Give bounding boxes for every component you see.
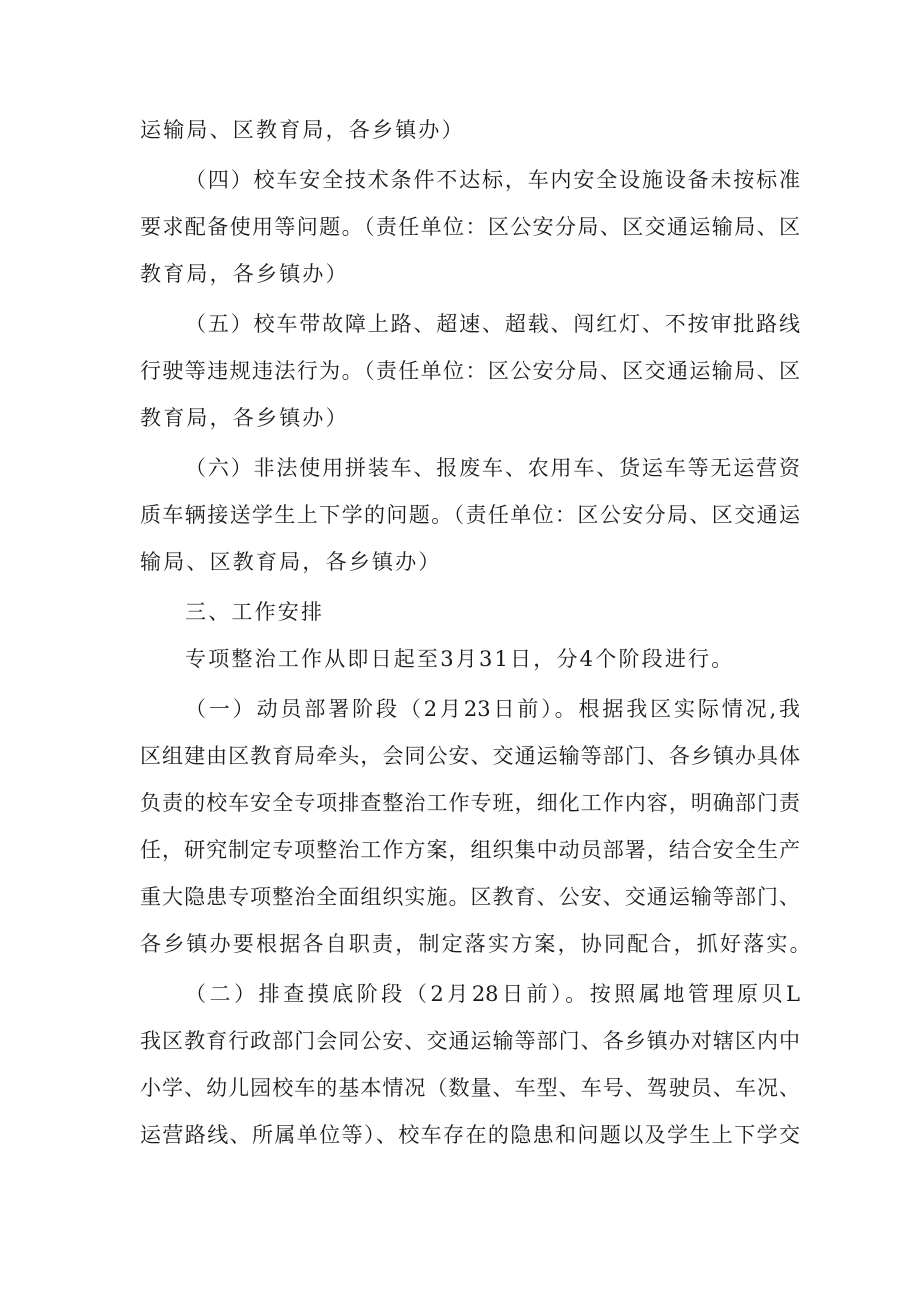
text-line: 要求配备使用等问题。（责任单位：区公安分局、区交通运输局、区 (140, 215, 800, 239)
text-line: 输局、区教育局，各乡镇办） (140, 550, 442, 574)
text-line: 重大隐患专项整治全面组织实施。区教育、公安、交通运输等部门、 (140, 885, 800, 909)
text-line: 我区教育行政部门会同公安、交通运输等部门、各乡镇办对辖区内中 (140, 1029, 800, 1053)
text-line: （六）非法使用拼装车、报废车、农用车、货运车等无运营资 (185, 456, 800, 480)
text-line: 小学、幼儿园校车的基本情况（数量、车型、车号、驾驶员、车况、 (140, 1076, 800, 1100)
section-heading: 三、工作安排 (185, 600, 325, 624)
text-line: 运营路线、所属单位等）、校车存在的隐患和问题以及学生上下学交 (140, 1123, 800, 1147)
text-line: 行驶等违规违法行为。（责任单位：区公安分局、区交通运输局、区 (140, 359, 800, 383)
text-line: 教育局，各乡镇办） (140, 406, 349, 430)
text-line: 教育局，各乡镇办） (140, 262, 349, 286)
text-line: 质车辆接送学生上下学的问题。（责任单位：区公安分局、区交通运 (140, 503, 800, 527)
text-line: （一）动员部署阶段（2月23日前）。根据我区实际情况,我 (185, 697, 800, 721)
text-line: 运输局、区教育局，各乡镇办） (140, 118, 465, 142)
text-line: 各乡镇办要根据各自职责，制定落实方案，协同配合，抓好落实。 (140, 932, 813, 956)
text-line: （五）校车带故障上路、超速、超载、闯红灯、不按审批路线 (185, 312, 800, 336)
text-line: 任，研究制定专项整治工作方案，组织集中动员部署，结合安全生产 (140, 838, 800, 862)
text-line: 专项整治工作从即日起至3月31日，分4个阶段进行。 (185, 647, 735, 671)
text-line: （二）排查摸底阶段（2月28日前）。按照属地管理原贝L (185, 982, 800, 1006)
text-line: 区组建由区教育局牵头，会同公安、交通运输等部门、各乡镇办具体 (140, 744, 800, 768)
text-line: （四）校车安全技术条件不达标，车内安全设施设备未按标准 (185, 168, 800, 192)
text-line: 负责的校车安全专项排查整治工作专班，细化工作内容，明确部门责 (140, 791, 800, 815)
